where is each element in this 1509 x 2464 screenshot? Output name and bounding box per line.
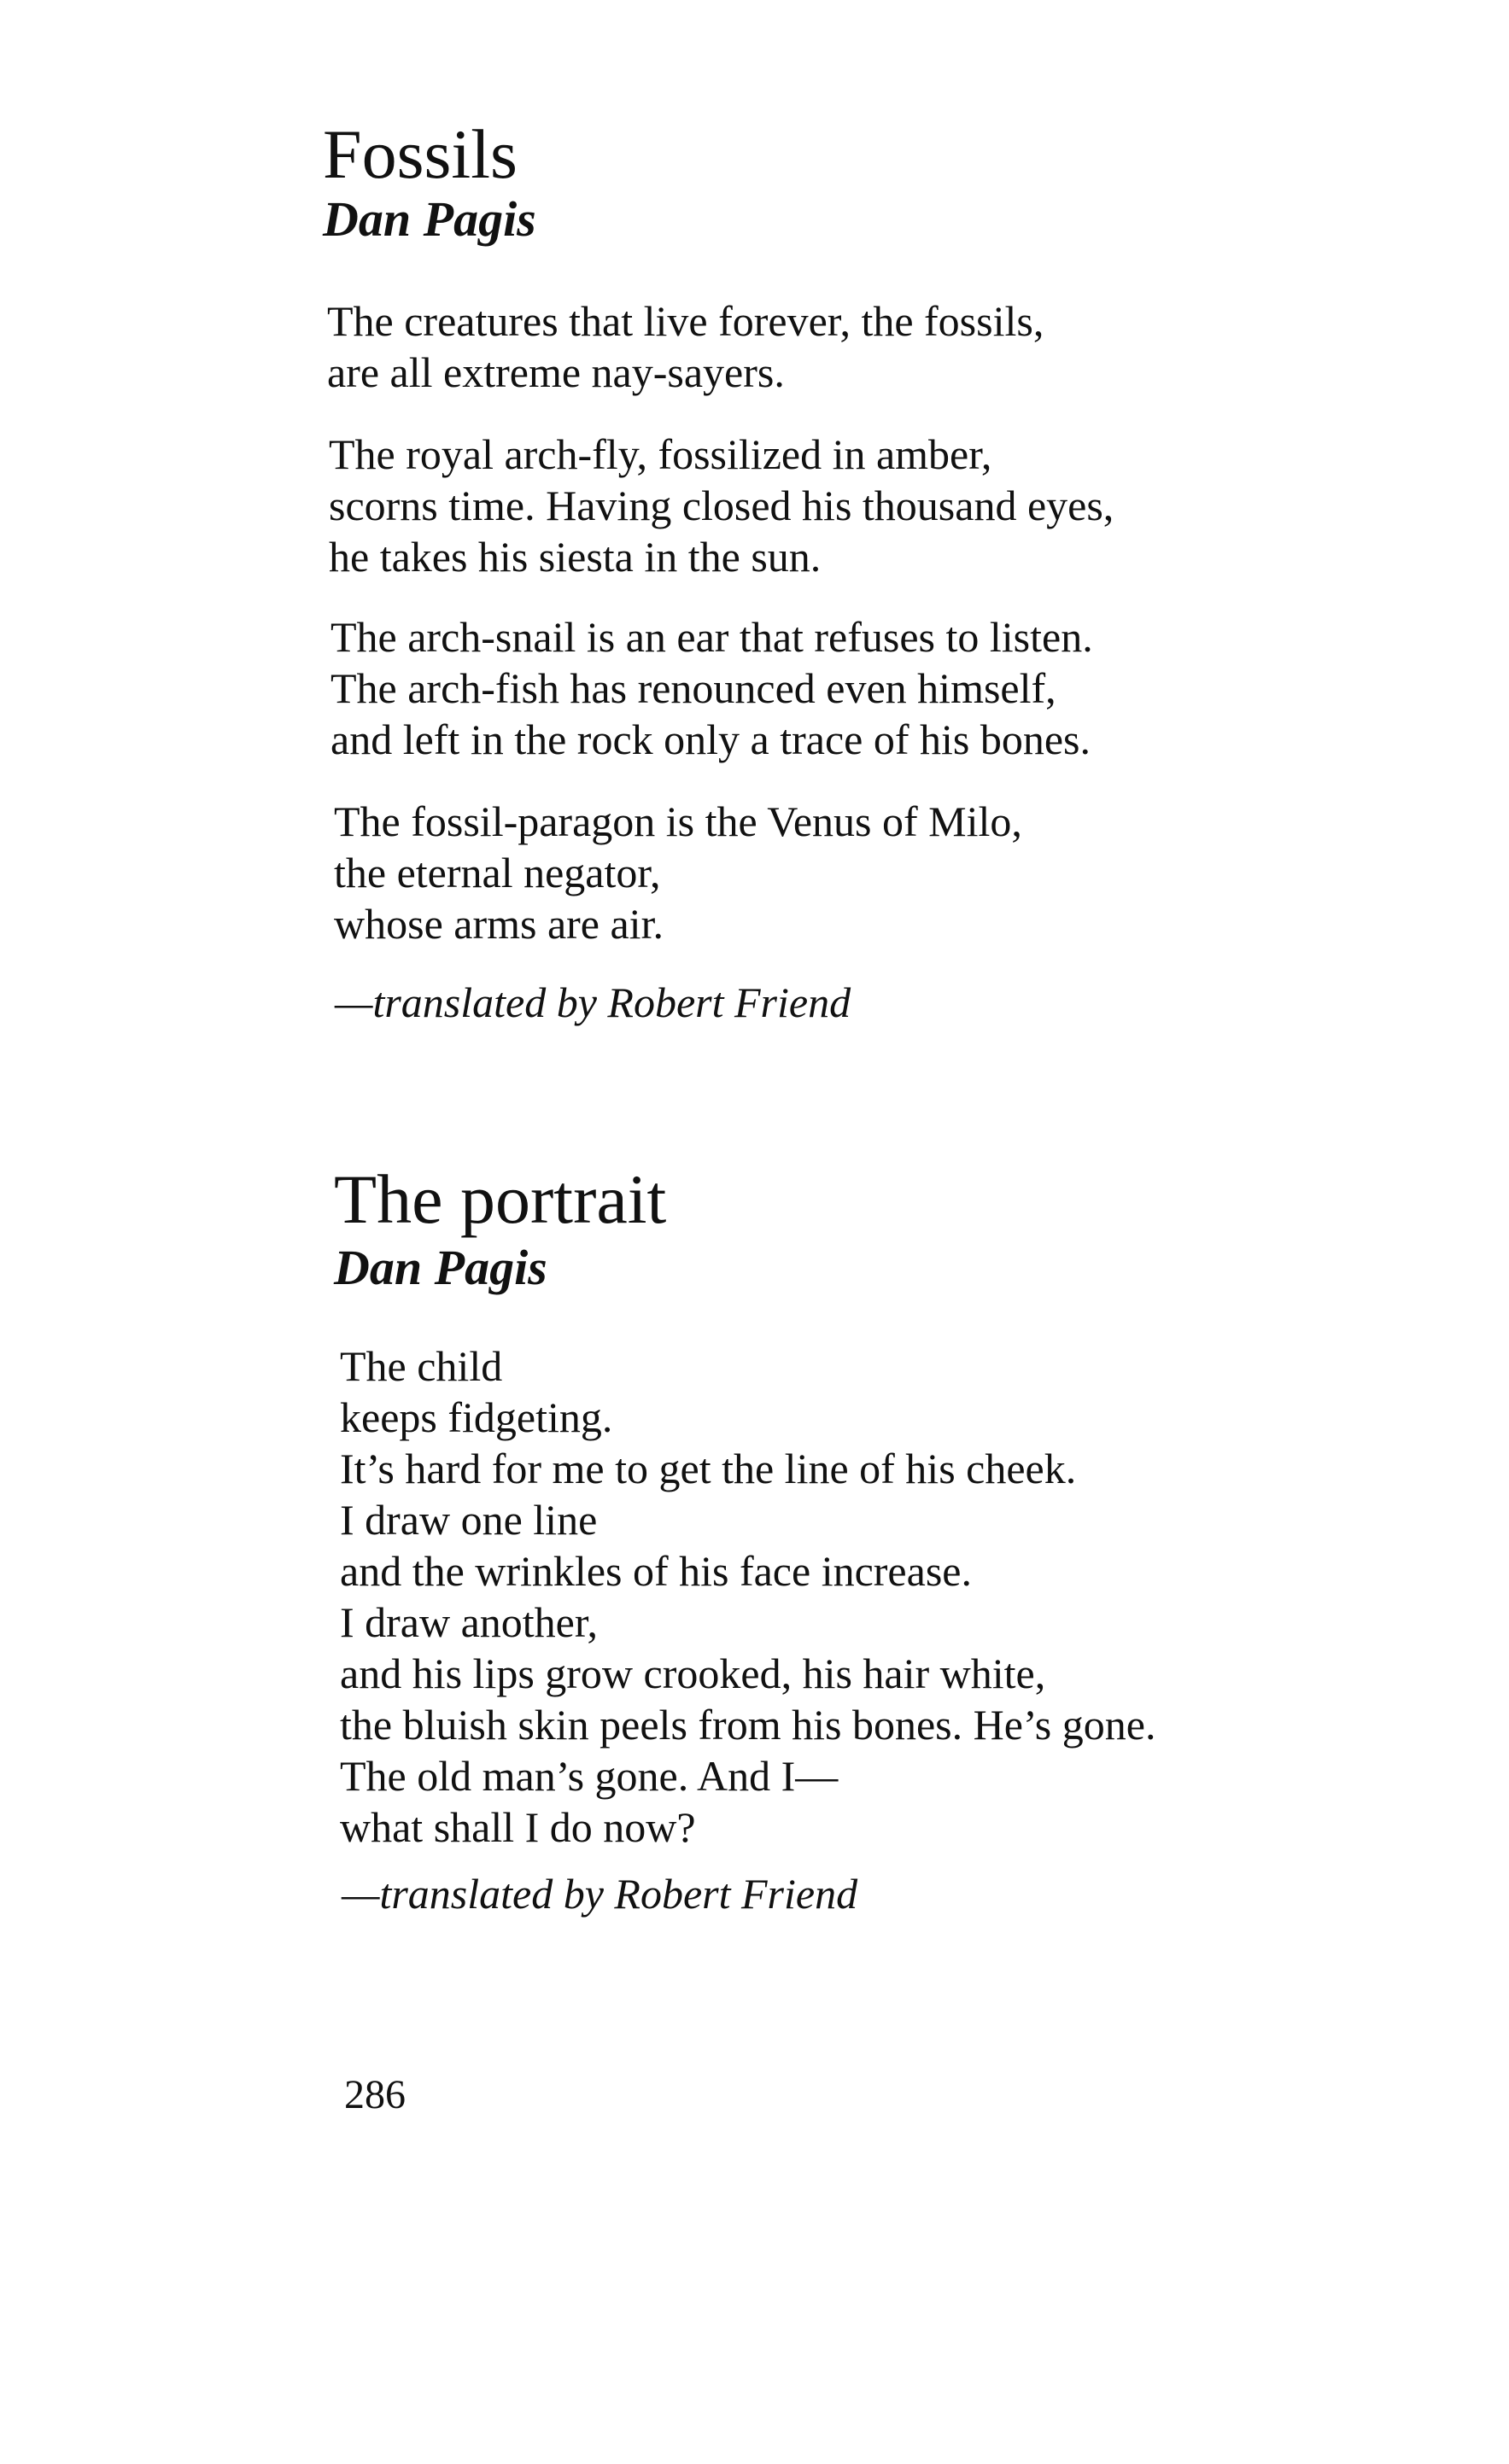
stanza: [340, 1340, 1155, 1853]
verse-line: whose arms are air.: [334, 900, 664, 948]
translator-credit: —translated by Robert Friend: [342, 1870, 858, 1918]
poem-author: Dan Pagis: [334, 1240, 547, 1295]
verse-line: and his lips grow crooked, his hair white,: [340, 1649, 1046, 1697]
poem-author: Dan Pagis: [323, 191, 536, 247]
verse-line: what shall I do now?: [340, 1803, 696, 1851]
verse-line: the bluish skin peels from his bones. He’s gone.: [340, 1701, 1156, 1749]
stanza: [330, 611, 1093, 765]
verse-line: I draw one line: [340, 1496, 598, 1544]
translator-credit: —translated by Robert Friend: [335, 978, 851, 1026]
verse-line: and left in the rock only a trace of his bones.: [330, 715, 1091, 763]
verse-line: scorns time. Having closed his thousand eyes,: [329, 482, 1114, 529]
verse-line: and the wrinkles of his face increase.: [340, 1547, 972, 1595]
page-number: 286: [344, 2072, 406, 2117]
poem-title: Fossils: [323, 115, 518, 193]
verse-line: he takes his siesta in the sun.: [329, 533, 822, 581]
verse-line: the eternal negator,: [334, 849, 661, 896]
verse-line: The arch-snail is an ear that refuses to listen.: [330, 613, 1093, 661]
verse-line: The old man’s gone. And I—: [340, 1752, 839, 1800]
verse-line: I draw another,: [340, 1598, 599, 1646]
verse-line: are all extreme nay-sayers.: [327, 348, 785, 396]
stanza: [327, 295, 1044, 398]
verse-line: keeps fidgeting.: [340, 1393, 613, 1441]
stanza: [329, 429, 1114, 582]
verse-line: The royal arch-fly, fossilized in amber,: [329, 430, 992, 478]
verse-line: The fossil-paragon is the Venus of Milo,: [334, 797, 1022, 845]
poem-title: The portrait: [334, 1160, 667, 1238]
verse-line: The creatures that live forever, the fossils,: [327, 297, 1044, 345]
verse-line: It’s hard for me to get the line of his cheek.: [340, 1445, 1077, 1492]
verse-line: The arch-fish has renounced even himself,: [330, 664, 1056, 712]
stanza: [334, 796, 1022, 949]
verse-line: The child: [340, 1342, 503, 1390]
